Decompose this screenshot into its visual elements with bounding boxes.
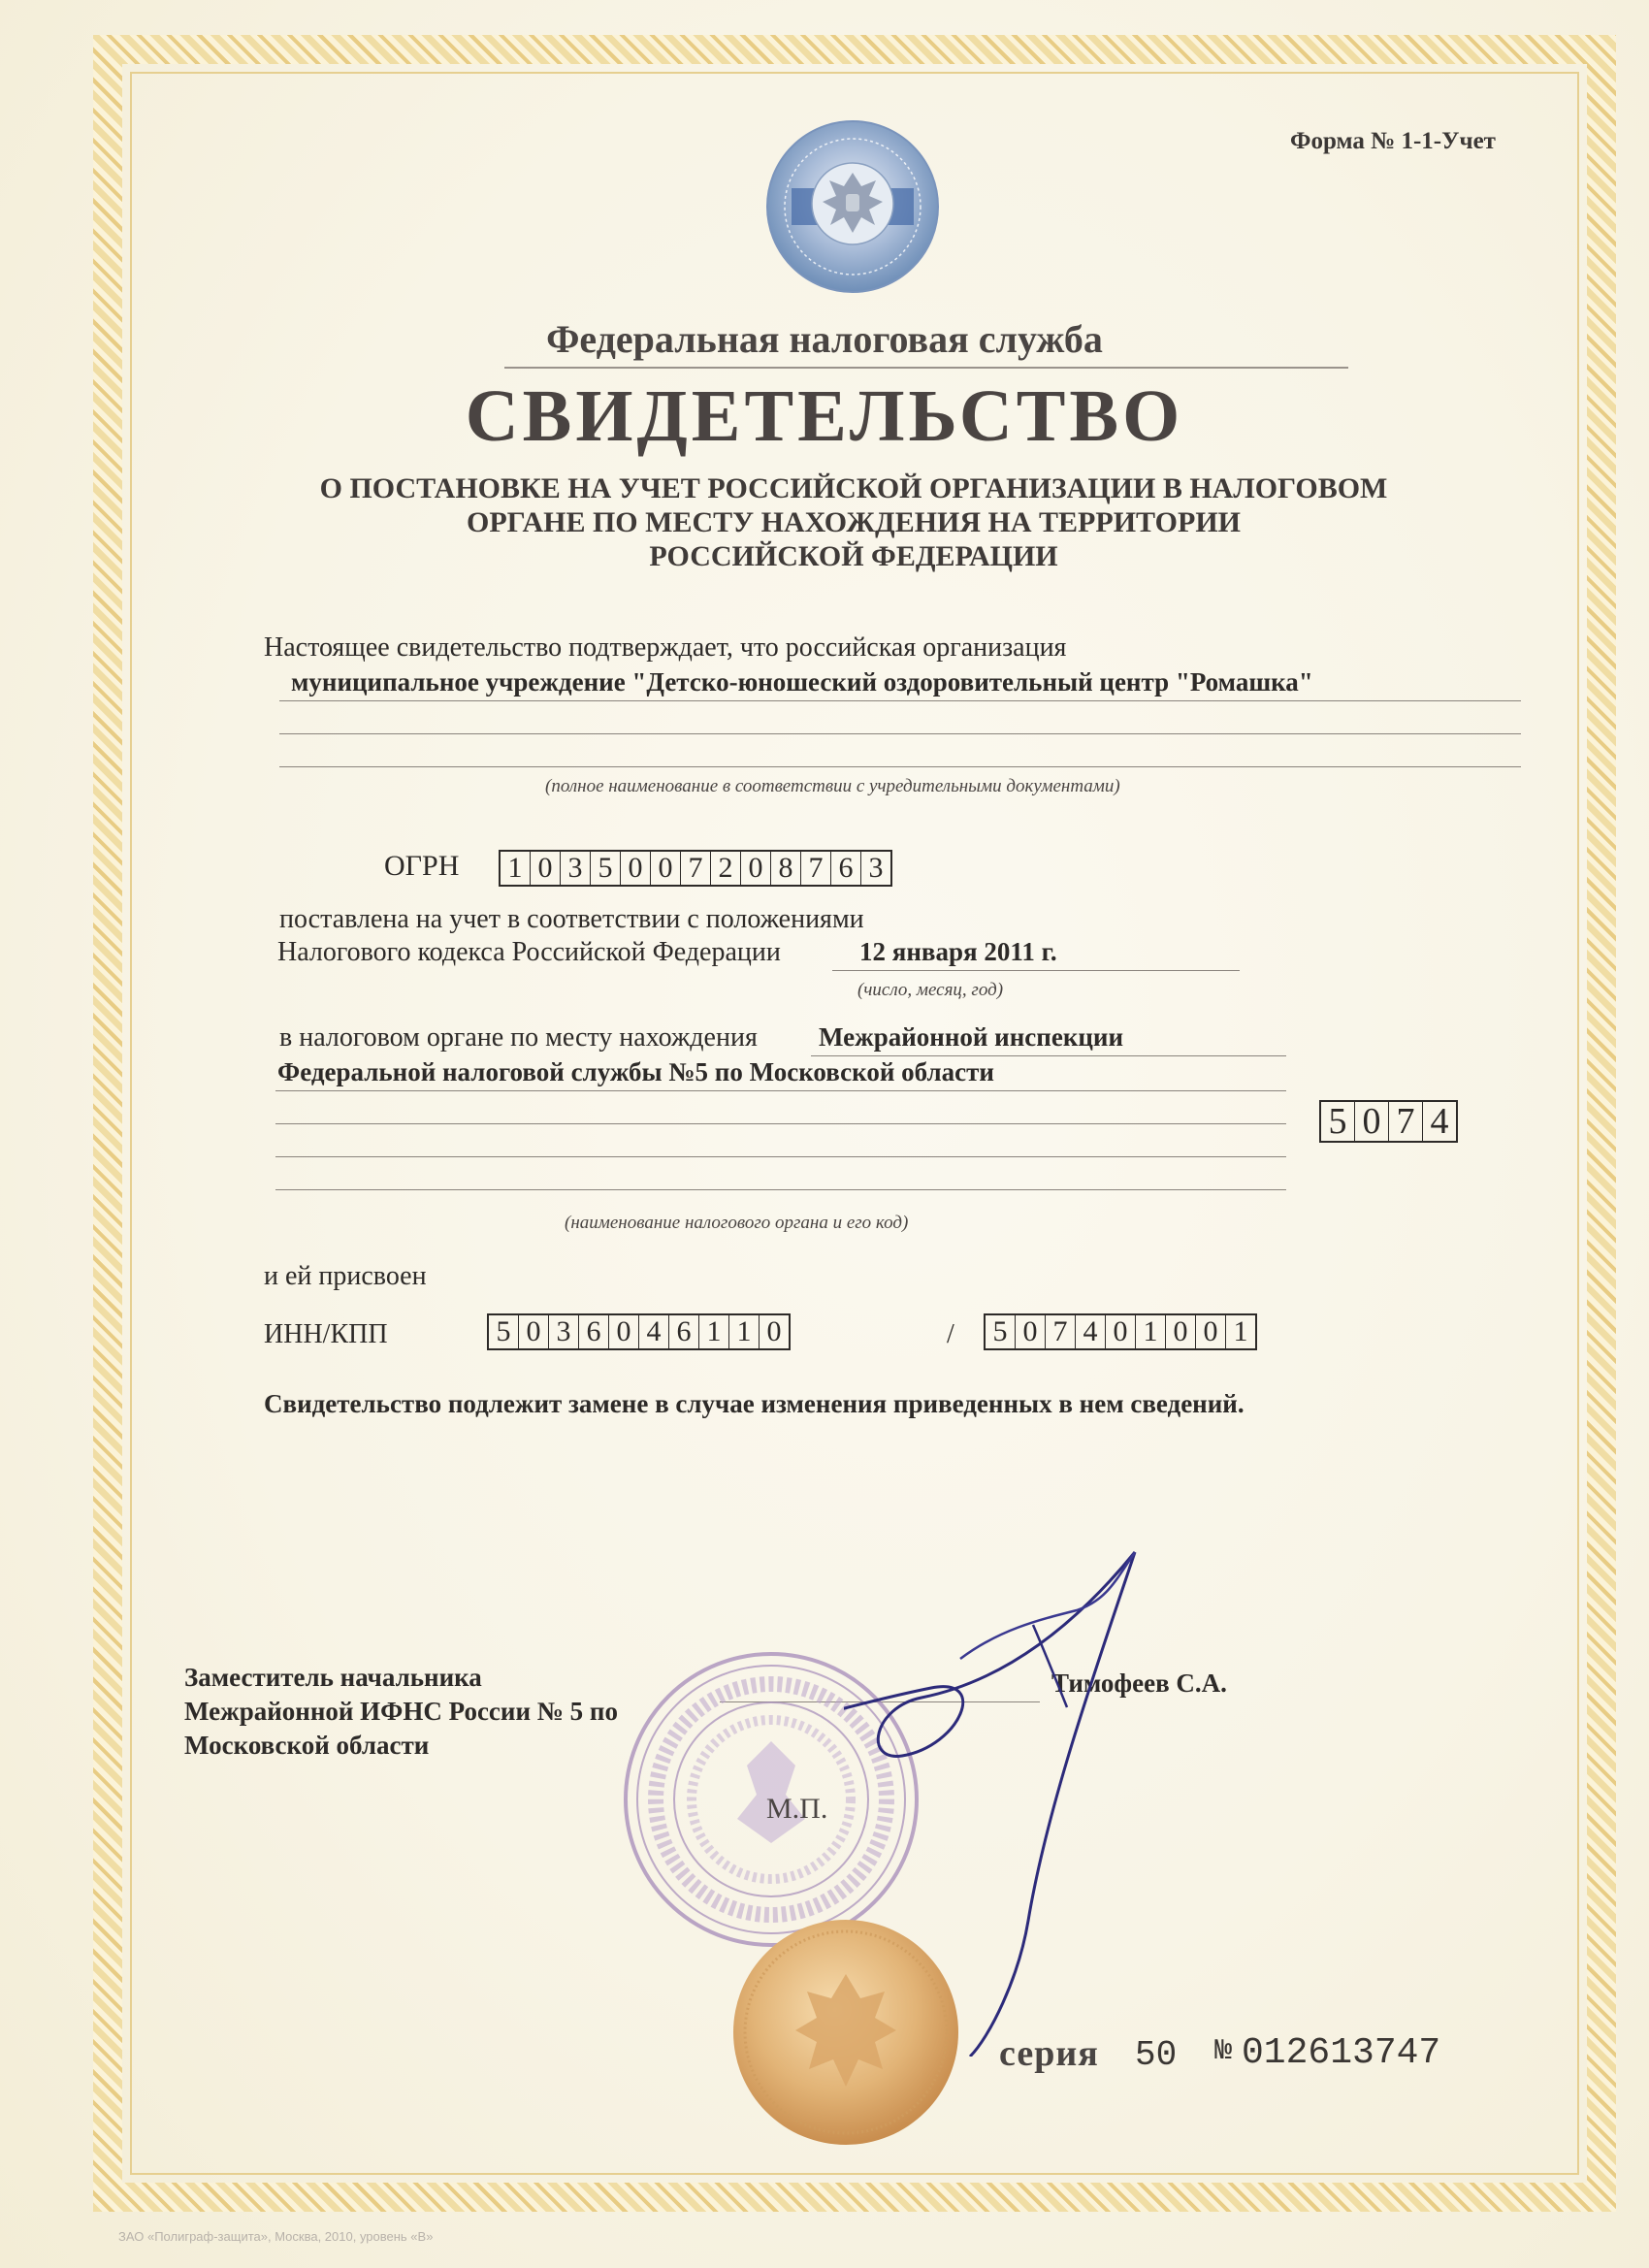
ogrn-digit: 0 [621,852,651,885]
intro-text: Настоящее свидетельство подтверждает, что российская организация [264,632,1067,663]
header-rule [504,367,1348,369]
inn-digit: 3 [549,1315,579,1348]
ogrn-digit: 3 [868,852,884,884]
number-sign: № [1214,2035,1233,2068]
registered-line-1: поставлена на учет в соответствии с положениями [279,904,864,934]
registration-date: 12 января 2011 г. [859,937,1057,966]
authority-rule [275,1123,1286,1124]
printer-imprint: ЗАО «Полиграф-защита», Москва, 2010, уровень «В» [118,2229,434,2244]
ogrn-digit: 1 [501,852,531,885]
authority-rule [275,1156,1286,1157]
kpp-digit: 1 [1136,1315,1166,1348]
org-line [279,700,1521,701]
authority-rule [275,1189,1286,1190]
kpp-digit: 5 [986,1315,1016,1348]
inn-digit: 1 [699,1315,729,1348]
service-name: Федеральная налоговая служба [546,317,1103,361]
series-value: 50 [1135,2035,1178,2075]
kpp-cells [984,1313,1257,1350]
authority-line-1: Межрайонной инспекции [819,1022,1124,1052]
ogrn-digit: 7 [681,852,711,885]
ogrn-digit: 2 [711,852,741,885]
document-subtitle [0,471,1649,573]
ogrn-label: ОГРН [384,850,460,882]
registered-line-2: Налогового кодекса Российской Федерации [277,937,781,967]
inn-kpp-label: ИНН/КПП [264,1319,388,1349]
authority-code-digit: 0 [1355,1102,1389,1141]
subtitle-line: О ПОСТАНОВКЕ НА УЧЕТ РОССИЙСКОЙ ОРГАНИЗАЦИИ В НАЛОГОВОМ [319,472,1388,504]
certificate-number: 012613747 [1242,2032,1441,2074]
signature-icon [844,1513,1251,2057]
authority-prefix: в налоговом органе по месту нахождения [279,1022,758,1053]
ogrn-digit: 5 [591,852,621,885]
authority-line-2: Федеральной налоговой службы №5 по Московской области [277,1057,994,1086]
org-line [279,766,1521,767]
inn-cells [487,1313,791,1350]
authority-code-digit: 4 [1430,1101,1449,1142]
org-hint: (полное наименование в соответствии с учредительными документами) [545,776,1120,796]
inn-digit: 1 [729,1315,760,1348]
kpp-digit: 4 [1076,1315,1106,1348]
kpp-digit: 0 [1166,1315,1196,1348]
kpp-digit: 7 [1046,1315,1076,1348]
inn-digit: 0 [519,1315,549,1348]
ogrn-cells [499,850,892,887]
inn-digit: 4 [639,1315,669,1348]
signer-position-line: Заместитель начальника [184,1663,482,1692]
subtitle-line: ОРГАНЕ ПО МЕСТУ НАХОЖДЕНИЯ НА ТЕРРИТОРИИ [466,506,1241,538]
subtitle-line: РОССИЙСКОЙ ФЕДЕРАЦИИ [649,540,1058,572]
emblem-icon [764,118,941,295]
organization-name: муниципальное учреждение "Детско-юношеский оздоровительный центр "Ромашка" [291,667,1313,697]
date-line [832,970,1240,971]
kpp-digit: 0 [1196,1315,1226,1348]
org-line [279,733,1521,734]
inn-digit: 6 [579,1315,609,1348]
replacement-notice: Свидетельство подлежит замене в случае изменения приведенных в нем сведений. [264,1389,1245,1418]
authority-code-digit: 5 [1321,1102,1355,1141]
ogrn-digit: 3 [561,852,591,885]
ogrn-digit: 0 [531,852,561,885]
authority-code-digit: 7 [1389,1102,1423,1141]
authority-code-cells [1319,1100,1458,1143]
inn-digit: 0 [609,1315,639,1348]
date-hint: (число, месяц, год) [857,980,1004,1000]
inn-digit: 0 [766,1315,782,1347]
signer-position-line: Межрайонной ИФНС России № 5 по [184,1697,618,1726]
kpp-digit: 0 [1106,1315,1136,1348]
signer-position [184,1661,618,1763]
signer-position-line: Московской области [184,1731,430,1760]
ogrn-digit: 0 [651,852,681,885]
authority-rule [811,1055,1286,1056]
inn-digit: 6 [669,1315,699,1348]
assigned-text: и ей присвоен [264,1261,427,1291]
inn-digit: 5 [489,1315,519,1348]
ogrn-digit: 7 [801,852,831,885]
document-title: СВИДЕТЕЛЬСТВО [465,375,1184,457]
ogrn-digit: 0 [741,852,771,885]
inn-kpp-separator: / [947,1319,954,1349]
series-label: серия [999,2033,1099,2074]
kpp-digit: 0 [1016,1315,1046,1348]
stamp-place: М.П. [766,1793,828,1825]
signer-name: Тимофеев С.А. [1051,1669,1227,1698]
kpp-digit: 1 [1233,1315,1248,1347]
authority-rule [275,1090,1286,1091]
authority-hint: (наименование налогового органа и его код) [565,1213,909,1233]
ogrn-digit: 8 [771,852,801,885]
ogrn-digit: 6 [831,852,861,885]
form-number: Форма № 1-1-Учет [1290,128,1496,154]
